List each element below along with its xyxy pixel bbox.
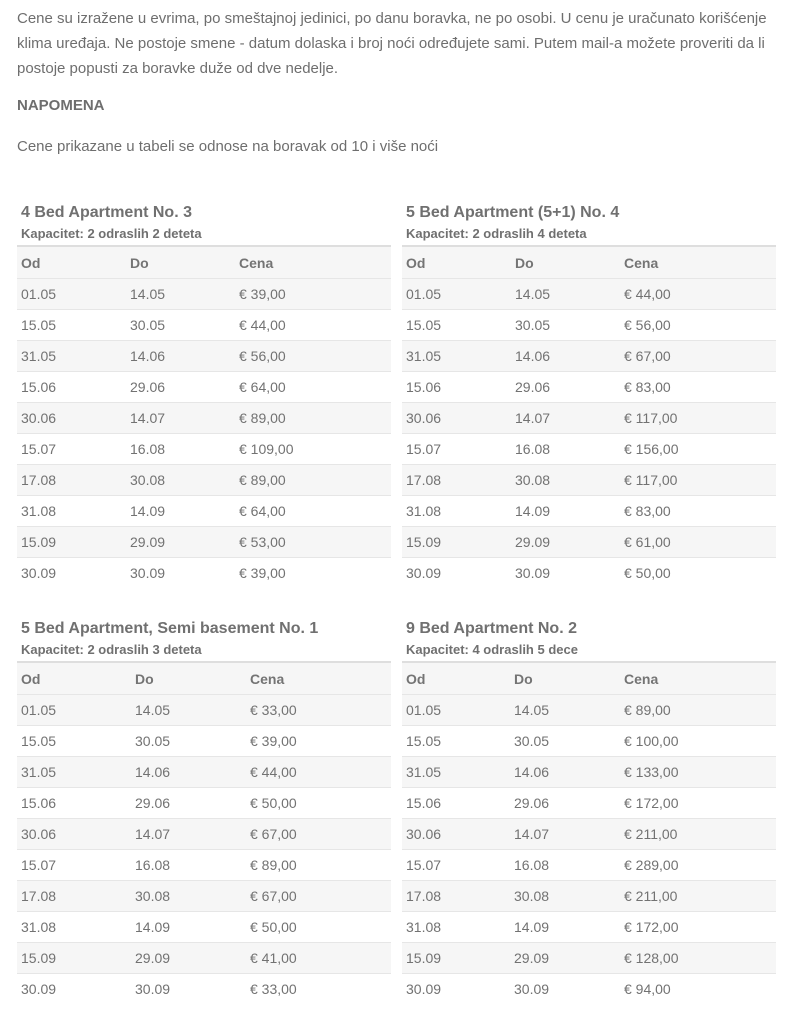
cell-do: 29.06 bbox=[510, 788, 620, 819]
cell-do: 14.07 bbox=[510, 819, 620, 850]
cell-cena: € 50,00 bbox=[620, 558, 776, 589]
table-row bbox=[17, 372, 391, 403]
table-row bbox=[17, 757, 391, 788]
cell-do: 29.06 bbox=[126, 372, 235, 403]
cell-od: 15.06 bbox=[17, 372, 126, 403]
cell-od: 30.09 bbox=[17, 974, 131, 1005]
cell-cena: € 56,00 bbox=[235, 341, 391, 372]
cell-od: 15.09 bbox=[17, 943, 131, 974]
cell-cena: € 50,00 bbox=[246, 912, 391, 943]
price-rows bbox=[402, 279, 776, 589]
cell-cena: € 83,00 bbox=[620, 372, 776, 403]
cell-od: 30.09 bbox=[402, 558, 511, 589]
table-row bbox=[17, 695, 391, 726]
cell-do: 30.05 bbox=[126, 310, 235, 341]
cell-od: 15.06 bbox=[402, 372, 511, 403]
table-row bbox=[17, 850, 391, 881]
cell-do: 14.05 bbox=[510, 695, 620, 726]
cell-do: 14.09 bbox=[131, 912, 246, 943]
cell-do: 30.09 bbox=[131, 974, 246, 1005]
cell-cena: € 39,00 bbox=[235, 558, 391, 589]
cell-do: 14.09 bbox=[511, 496, 620, 527]
table-row bbox=[17, 558, 391, 589]
cell-od: 15.07 bbox=[402, 434, 511, 465]
table-row bbox=[402, 757, 776, 788]
cell-cena: € 172,00 bbox=[620, 912, 776, 943]
price-rows bbox=[402, 695, 776, 1005]
price-rows bbox=[17, 695, 391, 1005]
cell-do: 29.09 bbox=[131, 943, 246, 974]
cell-do: 16.08 bbox=[131, 850, 246, 881]
cell-cena: € 50,00 bbox=[246, 788, 391, 819]
apartment-capacity: Kapacitet: 2 odraslih 4 deteta bbox=[406, 226, 587, 241]
cell-do: 30.05 bbox=[131, 726, 246, 757]
cell-cena: € 41,00 bbox=[246, 943, 391, 974]
cell-do: 14.06 bbox=[511, 341, 620, 372]
table-row bbox=[17, 788, 391, 819]
table-row bbox=[402, 465, 776, 496]
table-row bbox=[402, 403, 776, 434]
column-header-do: Do bbox=[126, 246, 235, 279]
column-header-cena: Cena bbox=[620, 246, 776, 279]
cell-do: 16.08 bbox=[126, 434, 235, 465]
cell-do: 30.05 bbox=[511, 310, 620, 341]
cell-cena: € 33,00 bbox=[246, 974, 391, 1005]
cell-cena: € 44,00 bbox=[235, 310, 391, 341]
table-row bbox=[402, 881, 776, 912]
cell-do: 30.08 bbox=[126, 465, 235, 496]
table-row bbox=[402, 496, 776, 527]
table-row bbox=[17, 465, 391, 496]
cell-od: 31.08 bbox=[17, 912, 131, 943]
cell-do: 30.09 bbox=[510, 974, 620, 1005]
table-row bbox=[402, 788, 776, 819]
column-header-do: Do bbox=[131, 662, 246, 695]
cell-do: 30.08 bbox=[510, 881, 620, 912]
cell-do: 29.09 bbox=[510, 943, 620, 974]
table-row bbox=[402, 695, 776, 726]
cell-cena: € 67,00 bbox=[620, 341, 776, 372]
cell-cena: € 89,00 bbox=[246, 850, 391, 881]
cell-cena: € 117,00 bbox=[620, 465, 776, 496]
cell-od: 30.06 bbox=[17, 403, 126, 434]
column-header-do: Do bbox=[510, 662, 620, 695]
table-row bbox=[17, 881, 391, 912]
cell-od: 31.05 bbox=[17, 757, 131, 788]
cell-cena: € 44,00 bbox=[620, 279, 776, 310]
column-header-od: Od bbox=[17, 246, 126, 279]
cell-od: 17.08 bbox=[402, 881, 510, 912]
cell-do: 14.06 bbox=[131, 757, 246, 788]
cell-do: 30.08 bbox=[511, 465, 620, 496]
cell-do: 14.07 bbox=[126, 403, 235, 434]
table-row bbox=[402, 819, 776, 850]
cell-cena: € 133,00 bbox=[620, 757, 776, 788]
apartment-title: 5 Bed Apartment (5+1) No. 4 bbox=[406, 204, 620, 221]
cell-do: 30.09 bbox=[511, 558, 620, 589]
cell-do: 30.09 bbox=[126, 558, 235, 589]
cell-cena: € 156,00 bbox=[620, 434, 776, 465]
cell-od: 15.07 bbox=[17, 850, 131, 881]
table-row bbox=[402, 726, 776, 757]
table-row bbox=[402, 912, 776, 943]
cell-od: 31.05 bbox=[402, 757, 510, 788]
cell-cena: € 211,00 bbox=[620, 881, 776, 912]
cell-od: 15.06 bbox=[17, 788, 131, 819]
cell-cena: € 128,00 bbox=[620, 943, 776, 974]
cell-do: 14.09 bbox=[126, 496, 235, 527]
cell-od: 15.07 bbox=[17, 434, 126, 465]
cell-od: 17.08 bbox=[402, 465, 511, 496]
cell-do: 29.09 bbox=[511, 527, 620, 558]
cell-od: 15.07 bbox=[402, 850, 510, 881]
cell-do: 14.05 bbox=[131, 695, 246, 726]
cell-od: 01.05 bbox=[402, 279, 511, 310]
apartment-block-no1 bbox=[17, 617, 391, 1004]
cell-cena: € 64,00 bbox=[235, 372, 391, 403]
table-row bbox=[17, 403, 391, 434]
price-rows bbox=[17, 279, 391, 589]
cell-do: 29.06 bbox=[131, 788, 246, 819]
cell-do: 30.08 bbox=[131, 881, 246, 912]
cell-cena: € 211,00 bbox=[620, 819, 776, 850]
table-row bbox=[17, 527, 391, 558]
apartment-title: 4 Bed Apartment No. 3 bbox=[21, 204, 192, 221]
cell-cena: € 61,00 bbox=[620, 527, 776, 558]
cell-do: 14.06 bbox=[126, 341, 235, 372]
table-row bbox=[402, 974, 776, 1005]
cell-cena: € 67,00 bbox=[246, 819, 391, 850]
table-row bbox=[402, 341, 776, 372]
cell-od: 31.08 bbox=[402, 912, 510, 943]
cell-cena: € 89,00 bbox=[620, 695, 776, 726]
table-row bbox=[402, 558, 776, 589]
cell-od: 17.08 bbox=[17, 465, 126, 496]
apartment-title: 5 Bed Apartment, Semi basement No. 1 bbox=[21, 620, 319, 637]
column-header-do: Do bbox=[511, 246, 620, 279]
cell-do: 29.09 bbox=[126, 527, 235, 558]
cell-od: 01.05 bbox=[402, 695, 510, 726]
apartment-block-no4 bbox=[402, 201, 776, 588]
cell-cena: € 64,00 bbox=[235, 496, 391, 527]
cell-od: 15.06 bbox=[402, 788, 510, 819]
cell-cena: € 89,00 bbox=[235, 465, 391, 496]
table-row bbox=[17, 943, 391, 974]
cell-od: 15.09 bbox=[402, 943, 510, 974]
cell-cena: € 94,00 bbox=[620, 974, 776, 1005]
cell-od: 30.09 bbox=[17, 558, 126, 589]
cell-cena: € 109,00 bbox=[235, 434, 391, 465]
column-header-od: Od bbox=[402, 246, 511, 279]
column-header-cena: Cena bbox=[235, 246, 391, 279]
cell-do: 14.05 bbox=[126, 279, 235, 310]
note-text: Cene prikazane u tabeli se odnose na boravak od 10 i više noći bbox=[17, 138, 439, 155]
cell-do: 14.06 bbox=[510, 757, 620, 788]
cell-cena: € 67,00 bbox=[246, 881, 391, 912]
cell-od: 15.09 bbox=[17, 527, 126, 558]
cell-cena: € 39,00 bbox=[246, 726, 391, 757]
apartment-block-no2 bbox=[402, 617, 776, 1004]
table-row bbox=[402, 310, 776, 341]
column-header-cena: Cena bbox=[246, 662, 391, 695]
price-table bbox=[402, 245, 776, 588]
cell-do: 30.05 bbox=[510, 726, 620, 757]
price-table bbox=[17, 245, 391, 588]
cell-od: 30.06 bbox=[402, 403, 511, 434]
table-row bbox=[402, 434, 776, 465]
table-row bbox=[17, 341, 391, 372]
cell-od: 15.05 bbox=[17, 310, 126, 341]
cell-cena: € 117,00 bbox=[620, 403, 776, 434]
cell-do: 14.07 bbox=[131, 819, 246, 850]
cell-od: 01.05 bbox=[17, 279, 126, 310]
cell-od: 31.08 bbox=[17, 496, 126, 527]
table-row bbox=[17, 496, 391, 527]
table-row bbox=[402, 850, 776, 881]
table-row bbox=[17, 726, 391, 757]
cell-do: 14.09 bbox=[510, 912, 620, 943]
column-header-cena: Cena bbox=[620, 662, 776, 695]
cell-od: 15.09 bbox=[402, 527, 511, 558]
table-row bbox=[402, 943, 776, 974]
cell-do: 29.06 bbox=[511, 372, 620, 403]
cell-od: 15.05 bbox=[402, 726, 510, 757]
price-table bbox=[402, 661, 776, 1004]
table-row bbox=[17, 310, 391, 341]
cell-cena: € 44,00 bbox=[246, 757, 391, 788]
column-header-od: Od bbox=[402, 662, 510, 695]
cell-od: 30.06 bbox=[402, 819, 510, 850]
table-row bbox=[402, 527, 776, 558]
cell-cena: € 39,00 bbox=[235, 279, 391, 310]
cell-od: 31.08 bbox=[402, 496, 511, 527]
apartment-capacity: Kapacitet: 4 odraslih 5 dece bbox=[406, 642, 578, 657]
apartment-title: 9 Bed Apartment No. 2 bbox=[406, 620, 577, 637]
apartment-capacity: Kapacitet: 2 odraslih 2 deteta bbox=[21, 226, 202, 241]
cell-do: 16.08 bbox=[510, 850, 620, 881]
cell-od: 31.05 bbox=[402, 341, 511, 372]
cell-od: 30.06 bbox=[17, 819, 131, 850]
cell-cena: € 33,00 bbox=[246, 695, 391, 726]
cell-od: 30.09 bbox=[402, 974, 510, 1005]
table-row bbox=[17, 819, 391, 850]
table-row bbox=[402, 372, 776, 403]
column-header-od: Od bbox=[17, 662, 131, 695]
apartment-capacity: Kapacitet: 2 odraslih 3 deteta bbox=[21, 642, 202, 657]
table-row bbox=[17, 974, 391, 1005]
cell-do: 14.05 bbox=[511, 279, 620, 310]
cell-cena: € 172,00 bbox=[620, 788, 776, 819]
cell-od: 15.05 bbox=[402, 310, 511, 341]
cell-od: 01.05 bbox=[17, 695, 131, 726]
apartment-block-no3 bbox=[17, 201, 391, 588]
note-title: NAPOMENA bbox=[17, 97, 105, 114]
cell-cena: € 89,00 bbox=[235, 403, 391, 434]
intro-text: Cene su izražene u evrima, po smeštajnoj jedinici, po danu boravka, ne po osobi. U cenu je uračunato korišćenje klima uređaja. Ne postoje smene - datum dolaska i broj noći određujete sami. Putem mail-a možete proveriti da li postoje popusti za boravke duže od dve nedelje. bbox=[17, 10, 767, 77]
price-table bbox=[17, 661, 391, 1004]
cell-cena: € 56,00 bbox=[620, 310, 776, 341]
cell-cena: € 53,00 bbox=[235, 527, 391, 558]
cell-cena: € 83,00 bbox=[620, 496, 776, 527]
cell-cena: € 289,00 bbox=[620, 850, 776, 881]
cell-do: 16.08 bbox=[511, 434, 620, 465]
cell-od: 17.08 bbox=[17, 881, 131, 912]
cell-do: 14.07 bbox=[511, 403, 620, 434]
table-row bbox=[402, 279, 776, 310]
cell-od: 31.05 bbox=[17, 341, 126, 372]
cell-cena: € 100,00 bbox=[620, 726, 776, 757]
table-row bbox=[17, 434, 391, 465]
table-row bbox=[17, 912, 391, 943]
table-row bbox=[17, 279, 391, 310]
cell-od: 15.05 bbox=[17, 726, 131, 757]
